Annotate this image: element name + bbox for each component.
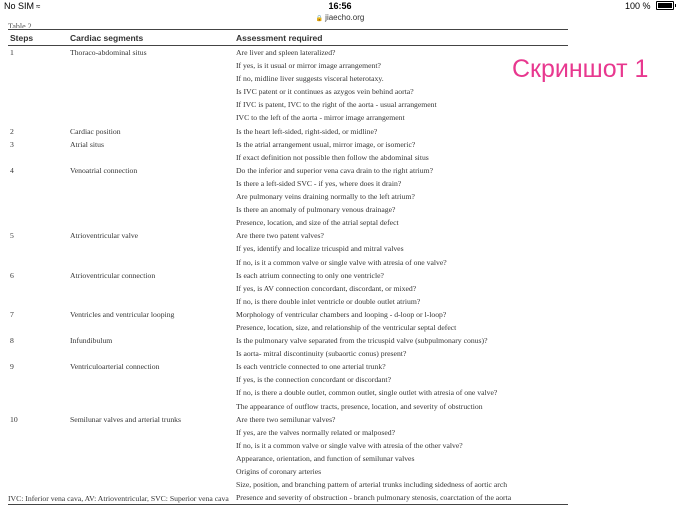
step-number: 6 — [10, 270, 14, 280]
step-number: 7 — [10, 309, 14, 319]
assessment-text: Appearance, orientation, and function of semilunar valves — [236, 453, 415, 463]
assessment-text: Origins of coronary arteries — [236, 467, 322, 476]
battery-icon — [656, 1, 674, 10]
table-body — [8, 46, 568, 504]
table-row — [8, 321, 568, 334]
table-row — [8, 72, 568, 85]
table-row — [8, 85, 568, 98]
carrier-label: No SIM — [4, 1, 35, 11]
assessment-text: If IVC is patent, IVC to the right of the aorta - usual arrangement — [236, 100, 437, 110]
assessment-text: Is there a left-sided SVC - if yes, where does it drain? — [236, 178, 402, 188]
step-number: 1 — [10, 48, 14, 57]
step-number: 10 — [10, 414, 18, 424]
cardiac-segment: Atrioventricular connection — [70, 270, 156, 280]
url-text: jiaecho.org — [325, 13, 365, 22]
table-row — [8, 308, 568, 321]
clock: 16:56 — [328, 1, 352, 11]
cardiac-segment: Atrioventricular valve — [70, 231, 139, 241]
assessment-text: Is there an anomaly of pulmonary venous drainage? — [236, 205, 396, 215]
screenshot-label: Скриншот 1 — [512, 55, 649, 83]
cardiac-segment: Ventriculoarterial connection — [70, 362, 160, 372]
table-row — [8, 59, 568, 72]
step-number: 2 — [10, 126, 14, 136]
table-row — [8, 229, 568, 242]
table-row — [8, 256, 568, 269]
cardiac-segment: Atrial situs — [70, 139, 104, 149]
table-row — [8, 452, 568, 465]
table-row — [8, 400, 568, 413]
address-bar[interactable] — [0, 13, 680, 25]
step-number: 4 — [10, 165, 14, 175]
assessment-text: If no, is there double inlet ventricle or double outlet atrium? — [236, 296, 421, 306]
table-row — [8, 46, 568, 59]
assessment-text: If no, is it a common valve or single valve with atresia of the other valve? — [236, 440, 463, 450]
assessment-text: Do the inferior and superior vena cava drain to the right atrium? — [236, 165, 434, 175]
table-header — [8, 30, 568, 46]
table-row — [8, 478, 568, 491]
assessment-text: If exact definition not possible then follow the abdominal situs — [236, 152, 429, 162]
assessment-text: Is the atrial arrangement usual, mirror image, or isomeric? — [236, 139, 416, 149]
assessment-text: Morphology of ventricular chambers and looping - d-loop or l-loop? — [236, 309, 447, 319]
assessment-text: If yes, is the connection concordant or discordant? — [236, 375, 391, 385]
table-row — [8, 465, 568, 478]
assessment-text: If yes, is AV connection concordant, discordant, or mixed? — [236, 283, 417, 293]
step-number: 3 — [10, 139, 14, 149]
cardiac-segment: Semilunar valves and arterial trunks — [70, 414, 182, 424]
table-row — [8, 125, 568, 138]
assessment-text: Are there two semilunar valves? — [236, 414, 336, 424]
table-row — [8, 138, 568, 151]
assessment-text: The appearance of outflow tracts, presence, location, and severity of obstruction — [236, 401, 483, 411]
table-row — [8, 282, 568, 295]
table-row — [8, 269, 568, 282]
table-footnote: IVC: Inferior vena cava, AV: Atrioventricular, SVC: Superior vena cava — [8, 494, 229, 503]
cardiac-segment: Ventricles and ventricular looping — [70, 309, 175, 319]
table-row — [8, 203, 568, 216]
assessment-text: Is each ventricle connected to one arterial trunk? — [236, 362, 386, 372]
assessment-text: Are liver and spleen lateralized? — [236, 48, 336, 57]
table-row — [8, 98, 568, 111]
table-row — [8, 386, 568, 399]
cardiac-segment: Infundibulum — [70, 336, 113, 346]
table-row — [8, 216, 568, 229]
assessment-text: Is the pulmonary valve separated from the tricuspid valve (subpulmonary conus)? — [236, 336, 488, 346]
assessment-text: IVC to the left of the aorta - mirror image arrangement — [236, 113, 405, 123]
assessment-text: If yes, are the valves normally related or malposed? — [236, 427, 396, 437]
table-row — [8, 164, 568, 177]
table-row — [8, 439, 568, 452]
table-bottom-rule — [8, 504, 568, 505]
cardiac-segment: Venoatrial connection — [70, 165, 138, 175]
table-row — [8, 347, 568, 360]
header-steps: Steps — [10, 33, 34, 43]
status-bar — [0, 0, 680, 14]
table-row — [8, 334, 568, 347]
table-row — [8, 242, 568, 255]
assessment-text: If no, is there a double outlet, common outlet, single outlet with atresia of one valve? — [236, 388, 498, 398]
table-row — [8, 190, 568, 203]
assessment-text: Is aorta- mitral discontinuity (subaortic conus) present? — [236, 349, 407, 359]
table-row — [8, 360, 568, 373]
assessment-text: Presence and severity of obstruction - branch pulmonary stenosis, coarctation of the aorta — [236, 493, 512, 503]
assessment-text: If yes, is it usual or mirror image arrangement? — [236, 61, 381, 71]
wifi-icon: ≈ — [36, 2, 41, 11]
header-assessment: Assessment required — [236, 33, 323, 43]
cardiac-segment: Thoraco-abdominal situs — [70, 48, 147, 57]
assessment-text: Are there two patent valves? — [236, 231, 324, 241]
battery-percent: 100 % — [624, 1, 651, 11]
table-caption: Table 2 — [8, 23, 32, 28]
cardiac-segment: Cardiac position — [70, 126, 121, 136]
battery-status — [625, 1, 674, 11]
step-number: 8 — [10, 336, 14, 346]
battery-level-fill — [658, 3, 672, 8]
step-number: 9 — [10, 362, 14, 372]
table-row — [8, 295, 568, 308]
header-segments: Cardiac segments — [70, 33, 144, 43]
table-row — [8, 413, 568, 426]
assessment-text: If no, is it a common valve or single valve with atresia of one valve? — [236, 257, 447, 267]
assessment-table — [8, 29, 568, 505]
assessment-text: Are pulmonary veins draining normally to the left atrium? — [236, 192, 415, 202]
assessment-text: If yes, identify and localize tricuspid and mitral valves — [236, 244, 404, 254]
assessment-text: Size, position, and branching pattern of arterial trunks including sidedness of aortic arch — [236, 480, 508, 490]
table-row — [8, 373, 568, 386]
assessment-text: Is each atrium connecting to only one ventricle? — [236, 270, 384, 280]
assessment-text: Is the heart left-sided, right-sided, or midline? — [236, 126, 378, 136]
assessment-text: Is IVC patent or it continues as azygos vein behind aorta? — [236, 87, 414, 97]
assessment-text: Presence, location, and size of the atrial septal defect — [236, 218, 399, 228]
step-number: 5 — [10, 231, 14, 241]
table-row — [8, 111, 568, 124]
table-row — [8, 426, 568, 439]
assessment-text: Presence, location, size, and relationship of the ventricular septal defect — [236, 322, 457, 332]
table-row — [8, 177, 568, 190]
assessment-text: If no, midline liver suggests visceral heterotaxy. — [236, 74, 384, 84]
table-row — [8, 151, 568, 164]
lock-icon: 🔒 — [315, 16, 324, 22]
